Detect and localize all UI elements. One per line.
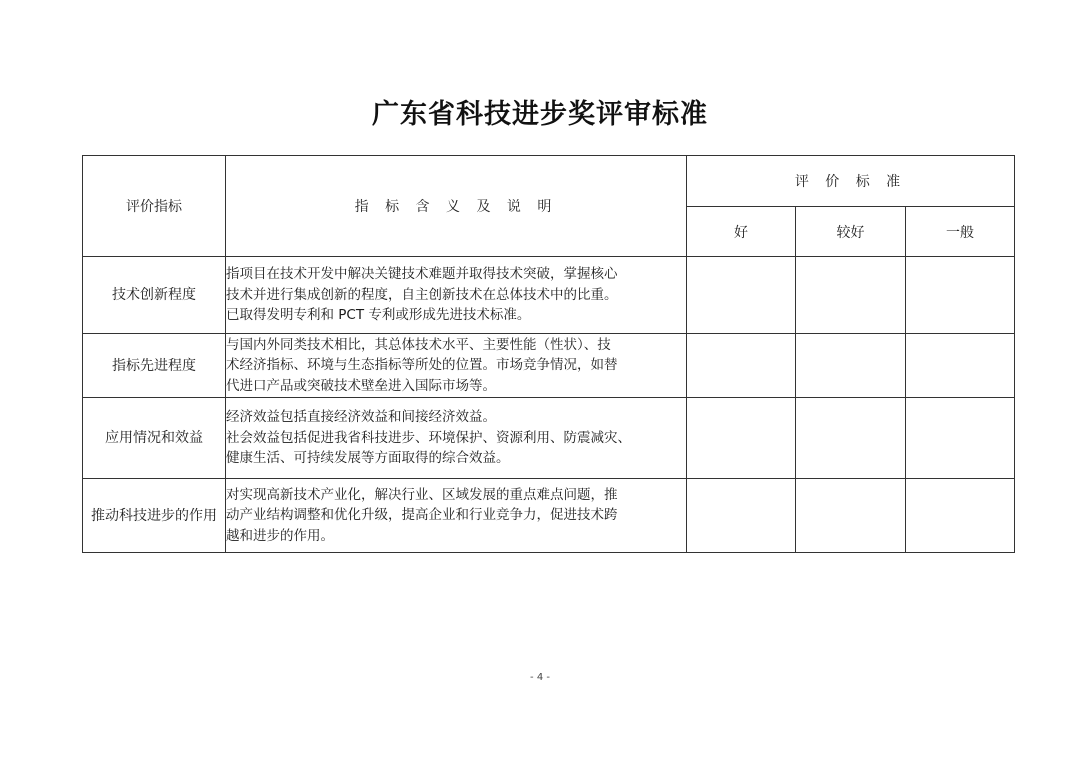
description-line: 健康生活、可持续发展等方面取得的综合效益。: [226, 450, 510, 467]
header-description: 指 标 含 义 及 说 明: [226, 156, 687, 257]
page-number: - 4 -: [530, 672, 550, 683]
table-row: [83, 398, 1015, 479]
header-level-good: 好: [687, 207, 796, 257]
row-indicator: 指标先进程度: [83, 334, 226, 398]
description-line: 社会效益包括促进我省科技进步、环境保护、资源利用、防震减灾、: [226, 429, 631, 446]
score-cell-good: [687, 257, 796, 334]
table-row: [83, 479, 1015, 553]
description-line: 已取得发明专利和 PCT 专利或形成先进技术标准。: [226, 307, 531, 324]
description-line: 与国内外同类技术相比，其总体技术水平、主要性能（性状）、技: [226, 336, 611, 353]
header-level-fairly-good: 较好: [796, 207, 906, 257]
score-cell-average: [906, 334, 1015, 398]
score-cell-good: [687, 479, 796, 553]
score-cell-good: [687, 334, 796, 398]
row-indicator: 应用情况和效益: [83, 398, 226, 479]
row-description: [226, 398, 687, 479]
description-line: 越和进步的作用。: [226, 527, 334, 544]
score-cell-average: [906, 479, 1015, 553]
score-cell-fairly-good: [796, 334, 906, 398]
row-description: [226, 257, 687, 334]
document-title: 广东省科技进步奖评审标准: [372, 99, 708, 130]
description-line: 指项目在技术开发中解决关键技术难题并取得技术突破，掌握核心: [226, 266, 618, 283]
table-row: [83, 334, 1015, 398]
score-cell-fairly-good: [796, 257, 906, 334]
description-line: 代进口产品或突破技术壁垒进入国际市场等。: [226, 377, 496, 394]
score-cell-average: [906, 257, 1015, 334]
score-cell-fairly-good: [796, 479, 906, 553]
row-indicator: 推动科技进步的作用: [83, 479, 226, 553]
description-line: 技术并进行集成创新的程度，自主创新技术在总体技术中的比重。: [226, 286, 618, 303]
score-cell-average: [906, 398, 1015, 479]
description-line: 对实现高新技术产业化，解决行业、区域发展的重点难点问题，推: [226, 486, 618, 503]
evaluation-criteria-table: [82, 155, 1015, 553]
table-row: [83, 257, 1015, 334]
score-cell-fairly-good: [796, 398, 906, 479]
description-line: 动产业结构调整和优化升级，提高企业和行业竞争力，促进技术跨: [226, 507, 618, 524]
description-line: 术经济指标、环境与生态指标等所处的位置。市场竞争情况，如替: [226, 357, 618, 374]
table-header-row: [83, 156, 1015, 207]
score-cell-good: [687, 398, 796, 479]
row-description: [226, 479, 687, 553]
header-indicator: 评价指标: [83, 156, 226, 257]
header-level-average: 一般: [906, 207, 1015, 257]
description-line: 经济效益包括直接经济效益和间接经济效益。: [226, 409, 496, 426]
row-indicator: 技术创新程度: [83, 257, 226, 334]
row-description: [226, 334, 687, 398]
header-standard: 评 价 标 准: [687, 156, 1015, 207]
